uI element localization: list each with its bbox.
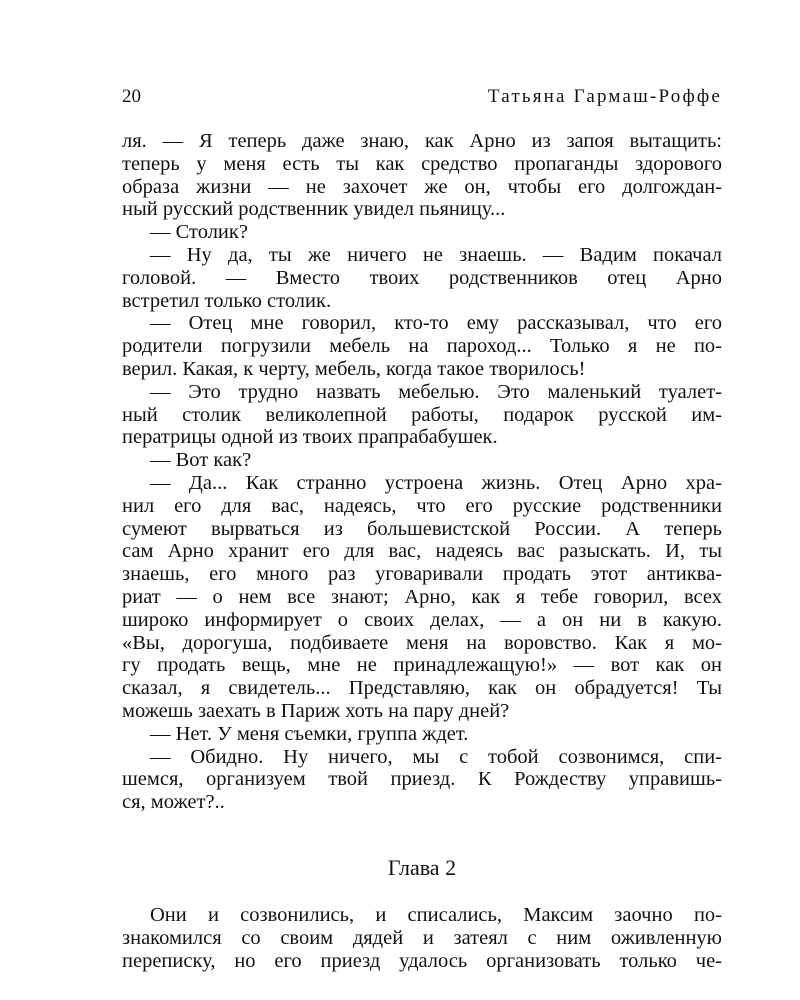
text-line: риат — о нем все знают; Арно, как я тебе говорил, всех [122, 585, 722, 608]
text-line: образа жизни — не захочет же он, чтобы его долгождан- [122, 175, 722, 198]
author-name: Татьяна Гармаш-Роффе [487, 86, 722, 107]
text-line: сам Арно хранит его для вас, надеясь вас разыскать. И, ты [122, 540, 722, 563]
text-line: гу продать вещь, мне не принадлежащую!» — вот как он [122, 654, 722, 677]
text-line: ный русский родственник увидел пьяницу... [122, 198, 506, 221]
text-line: — Нет. У меня съемки, группа ждет. [150, 722, 469, 745]
text-line: ля. — Я теперь даже знаю, как Арно из запоя вытащить: [122, 130, 722, 152]
text-line: — Столик? [150, 221, 248, 244]
text-line: Они и созвонились, и списались, Максим заочно по- [150, 903, 722, 926]
text-line: нил его для вас, надеясь, что его русские родственники [122, 494, 722, 517]
text-line: сумеют вырваться из большевистской России. А теперь [122, 517, 722, 540]
text-line: знакомился со своим дядей и затеял с ним оживленную [122, 926, 722, 949]
text-section-2 [122, 904, 722, 972]
text-line: широко информирует о своих делах, — а он ни в какую. [122, 608, 722, 631]
text-line: ный столик великолепной работы, подарок русской им- [122, 403, 722, 426]
page-number: 20 [122, 86, 141, 107]
text-line: — Ну да, ты же ничего не знаешь. — Вадим покачал [150, 243, 722, 266]
text-line: встретил только столик. [122, 289, 332, 312]
text-line: головой. — Вместо твоих родственников отец Арно [122, 266, 722, 289]
text-line: — Это трудно назвать мебелью. Это маленький туалет- [150, 380, 722, 403]
text-line: — Обидно. Ну ничего, мы с тобой созвонимся, спи- [150, 745, 722, 768]
book-page [122, 86, 722, 972]
chapter-title: Глава 2 [387, 854, 457, 880]
text-line: сказал, я свидетель... Представляю, как он обрадуется! Ты [122, 677, 722, 700]
text-section-1 [122, 130, 722, 814]
text-line: шемся, организуем твой приезд. К Рождеству управишь- [122, 768, 722, 791]
text-line: ператрицы одной из твоих прапрабабушек. [122, 426, 498, 449]
text-line: переписку, но его приезд удалось организовать только че- [122, 949, 722, 972]
text-line: «Вы, дорогуша, подбиваете меня на воровство. Как я мо- [122, 631, 722, 654]
text-line: — Вот как? [150, 449, 252, 472]
text-line: родители погрузили мебель на пароход... Только я не по- [122, 335, 722, 358]
text-line: ся, может?.. [122, 791, 225, 814]
text-line: — Да... Как странно устроена жизнь. Отец Арно хра- [150, 471, 722, 494]
text-line: можешь заехать в Париж хоть на пару дней? [122, 699, 510, 722]
text-line: верил. Какая, к черту, мебель, когда такое творилось! [122, 357, 586, 380]
running-header [122, 86, 722, 120]
text-line: теперь у меня есть ты как средство пропаганды здорового [122, 152, 722, 175]
text-line: знаешь, его много раз уговаривали продать этот антиква- [122, 563, 722, 586]
text-line: — Отец мне говорил, кто-то ему рассказывал, что его [150, 312, 722, 335]
